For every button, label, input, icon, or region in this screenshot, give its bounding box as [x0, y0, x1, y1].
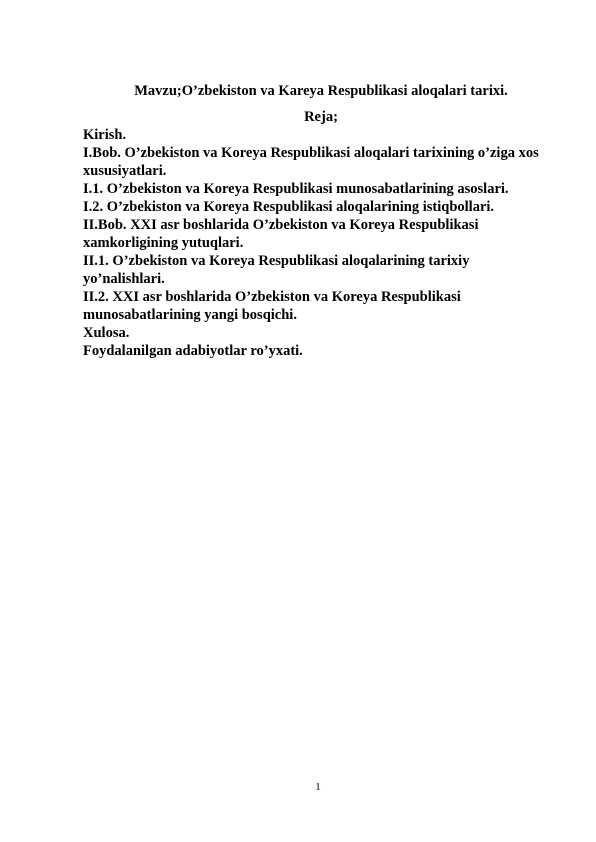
- plan-item-conclusion: Xulosa.: [83, 325, 130, 341]
- plan-list: [83, 126, 553, 360]
- plan-item-section-2-1: II.1. O’zbekiston va Koreya Respublikasi aloqalarining tarixiy yo’nalishlari.: [83, 253, 470, 287]
- plan-item-section-2-2: II.2. XXI asr boshlarida O’zbekiston va Koreya Respublikasi munosabatlarining yangi bosqichi.: [83, 289, 461, 323]
- plan-item-introduction: Kirish.: [83, 127, 127, 143]
- page-number: 1: [315, 781, 321, 793]
- plan-item-chapter-2: II.Bob. XXI asr boshlarida O’zbekiston va Koreya Respublikasi xamkorligining yutuqlari.: [83, 217, 479, 251]
- plan-heading: Reja;: [304, 109, 338, 125]
- plan-item-section-1-1: I.1. O’zbekiston va Koreya Respublikasi munosabatlarining asoslari.: [83, 181, 509, 197]
- plan-item-section-1-2: I.2. O’zbekiston va Koreya Respublikasi aloqalarining istiqbollari.: [83, 199, 495, 215]
- topic-title: Mavzu;O’zbekiston va Kareya Respublikasi aloqalari tarixi.: [134, 83, 508, 99]
- plan-item-chapter-1: I.Bob. O’zbekiston va Koreya Respublikasi aloqalari tarixining o’ziga xos xususiyatlari.: [83, 145, 539, 179]
- plan-item-references: Foydalanilgan adabiyotlar ro’yxati.: [83, 343, 303, 359]
